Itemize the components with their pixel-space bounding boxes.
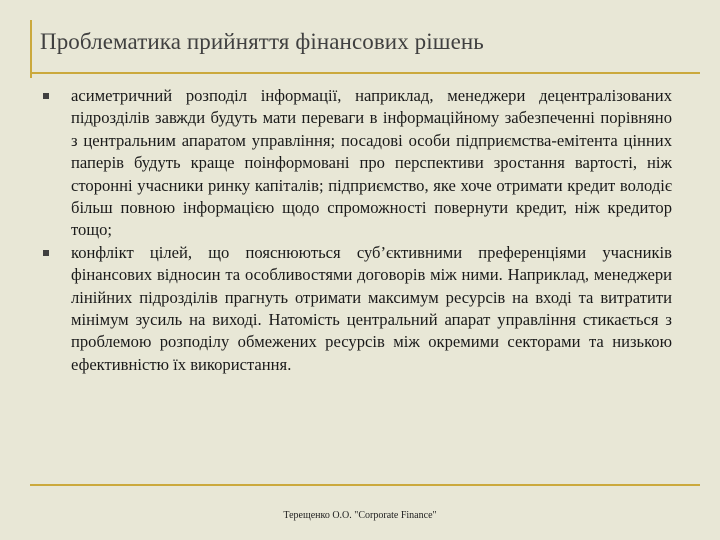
square-bullet-icon <box>43 250 49 256</box>
square-bullet-icon <box>43 93 49 99</box>
bullet-text: асиметричний розподіл інформації, наприклад, менеджери децентралізованих підрозділів завжди будуть мати переваги в інформаційному забезпеченні порівняно з центральним апаратом управління; посадові особи підприємства-емітента цінних паперів будуть краще поінформовані про перспективи зростання вартості, ніж сторонні учасники ринку капіталів; підприємство, яке хоче отримати кредит володіє більш повною інформацією щодо спроможності повернути кредит, ніж кредитор тощо; <box>71 86 672 240</box>
footer-text: Терещенко О.О. "Corporate Finance" <box>283 510 437 521</box>
bullet-item <box>40 85 672 242</box>
footer-divider <box>30 484 700 486</box>
bullet-list <box>40 85 672 376</box>
slide-title: Проблематика прийняття фінансових рішень <box>40 29 484 54</box>
bullet-item <box>40 242 672 376</box>
title-divider <box>30 72 700 74</box>
bullet-text: конфлікт цілей, що пояснюються суб’єктивними преференціями учасників фінансових відносин та особливостями договорів між ними. Наприклад, менеджери лінійних підрозділів прагнуть отримати максимум ресурсів на вході та витратити мінімум зусиль на виході. Натомість центральний апарат управління стикається з проблемою розподілу обмежених ресурсів між окремими секторами та низькою ефективністю їх використання. <box>71 242 672 374</box>
title-accent-vertical-line <box>30 20 32 78</box>
